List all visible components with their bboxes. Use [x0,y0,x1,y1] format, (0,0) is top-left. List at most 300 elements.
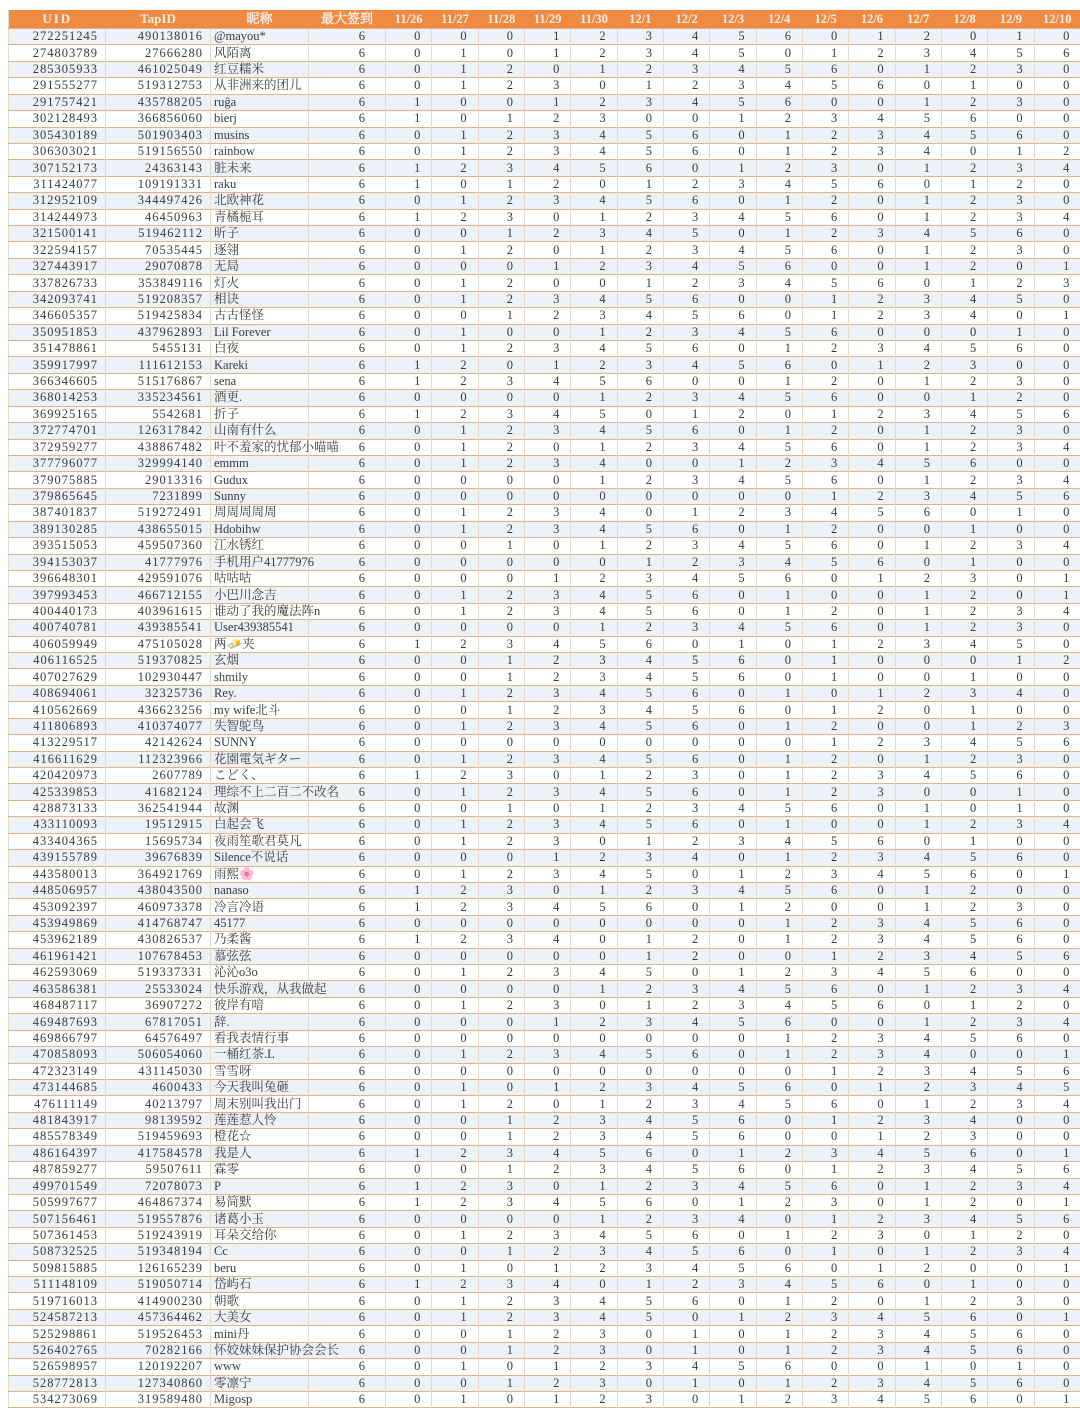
day-value-cell: 2 [802,226,848,242]
nickname-cell: Rey. [211,685,309,701]
day-value-cell: 2 [663,78,709,94]
day-value-cell: 0 [1034,685,1080,701]
uid-cell: 314244973 [9,209,106,225]
day-value-cell: 0 [1034,521,1080,537]
day-value-cell: 5 [895,1309,941,1325]
tapid-cell: 457364462 [106,1309,211,1325]
nickname-cell: 山南有什么 [211,423,309,439]
max-signin-cell: 6 [309,455,386,471]
day-value-cell: 2 [432,357,478,373]
day-value-cell: 0 [988,1277,1034,1293]
day-value-cell: 0 [988,1260,1034,1276]
day-value-cell: 2 [849,948,895,964]
uid-cell: 389130285 [9,521,106,537]
day-value-cell: 3 [895,636,941,652]
day-value-cell: 1 [710,455,756,471]
day-value-cell: 0 [988,1112,1034,1128]
day-value-cell: 6 [756,258,802,274]
uid-cell: 453092397 [9,899,106,915]
day-value-cell: 0 [1034,1375,1080,1391]
day-value-cell: 1 [895,61,941,77]
day-value-cell: 3 [524,455,570,471]
tapid-cell: 436623256 [106,702,211,718]
day-value-cell: 5 [710,1080,756,1096]
day-value-cell: 0 [524,800,570,816]
day-value-cell: 2 [802,850,848,866]
day-value-cell: 4 [663,1260,709,1276]
tapid-cell: 515176867 [106,373,211,389]
uid-cell: 327443917 [9,258,106,274]
max-signin-cell: 6 [309,521,386,537]
day-value-cell: 3 [524,1309,570,1325]
day-value-cell: 2 [571,357,617,373]
day-value-cell: 2 [988,718,1034,734]
day-value-cell: 1 [756,1227,802,1243]
day-value-cell: 0 [1034,357,1080,373]
day-value-cell: 6 [756,1014,802,1030]
day-value-cell: 1 [941,669,987,685]
day-value-cell: 5 [663,669,709,685]
tapid-cell: 41682124 [106,784,211,800]
day-value-cell: 3 [478,636,524,652]
uid-cell: 433110093 [9,817,106,833]
day-value-cell: 3 [571,1162,617,1178]
day-value-cell: 0 [478,357,524,373]
day-value-cell: 0 [432,1129,478,1145]
nickname-cell: 从非洲来的团儿 [211,78,309,94]
day-value-cell: 2 [571,850,617,866]
max-signin-cell: 6 [309,653,386,669]
table-row [9,226,1080,242]
day-value-cell: 0 [802,29,848,45]
day-value-cell: 2 [432,636,478,652]
day-value-cell: 3 [941,357,987,373]
nickname-cell: 两🧈夹 [211,636,309,652]
day-value-cell: 6 [710,1244,756,1260]
day-value-cell: 6 [710,669,756,685]
day-value-cell: 2 [802,915,848,931]
day-value-cell: 6 [849,176,895,192]
day-value-cell: 5 [988,636,1034,652]
uid-cell: 468487117 [9,997,106,1013]
table-row [9,291,1080,307]
day-value-cell: 0 [988,1129,1034,1145]
uid-cell: 528772813 [9,1375,106,1391]
day-value-cell: 3 [895,735,941,751]
day-value-cell: 6 [663,521,709,537]
day-value-cell: 1 [756,718,802,734]
day-value-cell: 0 [849,1178,895,1194]
day-value-cell: 5 [571,1194,617,1210]
table-row [9,1326,1080,1342]
day-value-cell: 2 [478,997,524,1013]
day-value-cell: 6 [988,226,1034,242]
day-value-cell: 2 [617,1211,663,1227]
tapid-cell: 431145030 [106,1063,211,1079]
day-value-cell: 0 [988,570,1034,586]
max-signin-cell: 6 [309,1342,386,1358]
day-value-cell: 4 [524,899,570,915]
nickname-cell: www [211,1359,309,1375]
day-value-cell: 2 [802,373,848,389]
day-value-cell: 0 [524,1063,570,1079]
day-value-cell: 1 [432,61,478,77]
max-signin-cell: 6 [309,1309,386,1325]
table-row [9,45,1080,61]
day-value-cell: 1 [571,800,617,816]
day-value-cell: 0 [849,423,895,439]
day-value-cell: 5 [756,620,802,636]
day-value-cell: 0 [710,226,756,242]
day-value-cell: 5 [663,1112,709,1128]
day-value-cell: 1 [478,800,524,816]
day-value-cell: 0 [663,1194,709,1210]
uid-cell: 472323149 [9,1063,106,1079]
nickname-cell: rainbow [211,143,309,159]
table-row [9,127,1080,143]
nickname-cell: mini丹 [211,1326,309,1342]
day-value-cell: 5 [663,653,709,669]
day-value-cell: 4 [617,1162,663,1178]
day-value-cell: 4 [571,291,617,307]
day-value-cell: 0 [478,1392,524,1408]
nickname-cell: 故渊 [211,800,309,816]
nickname-cell: 风陌离 [211,45,309,61]
day-value-cell: 6 [941,455,987,471]
day-value-cell: 0 [710,1293,756,1309]
day-value-cell: 4 [524,636,570,652]
day-value-cell: 3 [571,669,617,685]
day-value-cell: 1 [386,882,432,898]
day-value-cell: 1 [432,521,478,537]
day-value-cell: 2 [571,1260,617,1276]
day-value-cell: 0 [710,1047,756,1063]
day-value-cell: 0 [1034,29,1080,45]
day-value-cell: 0 [432,1375,478,1391]
day-value-cell: 0 [1034,751,1080,767]
day-value-cell: 1 [710,160,756,176]
day-value-cell: 4 [941,488,987,504]
day-value-cell: 0 [432,570,478,586]
day-value-cell: 2 [802,341,848,357]
day-value-cell: 1 [849,1080,895,1096]
day-value-cell: 4 [1034,538,1080,554]
day-value-cell: 3 [988,1014,1034,1030]
header-date: 11/27 [432,10,478,29]
day-value-cell: 6 [988,1030,1034,1046]
table-row [9,488,1080,504]
tapid-cell: 506054060 [106,1047,211,1063]
day-value-cell: 0 [710,1227,756,1243]
day-value-cell: 1 [895,209,941,225]
day-value-cell: 6 [895,505,941,521]
day-value-cell: 1 [1034,1260,1080,1276]
day-value-cell: 0 [756,653,802,669]
day-value-cell: 5 [941,767,987,783]
day-value-cell: 2 [941,1194,987,1210]
tapid-cell: 32325736 [106,685,211,701]
day-value-cell: 4 [617,1112,663,1128]
day-value-cell: 4 [895,915,941,931]
day-value-cell: 0 [432,390,478,406]
day-value-cell: 3 [571,1112,617,1128]
day-value-cell: 0 [386,948,432,964]
day-value-cell: 2 [756,1194,802,1210]
day-value-cell: 0 [895,997,941,1013]
day-value-cell: 2 [617,439,663,455]
day-value-cell: 0 [386,521,432,537]
day-value-cell: 1 [432,603,478,619]
day-value-cell: 1 [432,1080,478,1096]
day-value-cell: 2 [710,505,756,521]
uid-cell: 394153037 [9,554,106,570]
day-value-cell: 4 [895,1326,941,1342]
day-value-cell: 1 [710,866,756,882]
day-value-cell: 0 [988,308,1034,324]
max-signin-cell: 6 [309,538,386,554]
day-value-cell: 1 [1034,1392,1080,1408]
day-value-cell: 1 [524,1260,570,1276]
day-value-cell: 2 [849,488,895,504]
day-value-cell: 2 [524,1342,570,1358]
tapid-cell: 362541944 [106,800,211,816]
day-value-cell: 3 [988,817,1034,833]
day-value-cell: 0 [432,94,478,110]
day-value-cell: 3 [524,603,570,619]
day-value-cell: 6 [1034,406,1080,422]
day-value-cell: 0 [663,1030,709,1046]
day-value-cell: 4 [1034,981,1080,997]
day-value-cell: 2 [571,570,617,586]
day-value-cell: 4 [849,965,895,981]
table-row [9,767,1080,783]
max-signin-cell: 6 [309,29,386,45]
day-value-cell: 2 [617,61,663,77]
tapid-cell: 353849116 [106,275,211,291]
table-row [9,587,1080,603]
day-value-cell: 0 [432,1326,478,1342]
tapid-cell: 126317842 [106,423,211,439]
day-value-cell: 3 [710,275,756,291]
uid-cell: 519716013 [9,1293,106,1309]
day-value-cell: 6 [617,899,663,915]
day-value-cell: 1 [524,1080,570,1096]
day-value-cell: 3 [802,1194,848,1210]
day-value-cell: 2 [988,390,1034,406]
nickname-cell: Gudux [211,472,309,488]
day-value-cell: 3 [802,1309,848,1325]
day-value-cell: 6 [617,373,663,389]
day-value-cell: 5 [988,948,1034,964]
table-row [9,685,1080,701]
tapid-cell: 64576497 [106,1030,211,1046]
day-value-cell: 1 [756,1342,802,1358]
day-value-cell: 3 [524,423,570,439]
day-value-cell: 1 [895,899,941,915]
day-value-cell: 6 [663,751,709,767]
day-value-cell: 2 [478,275,524,291]
day-value-cell: 0 [802,1014,848,1030]
day-value-cell: 1 [895,1178,941,1194]
day-value-cell: 2 [432,899,478,915]
nickname-cell: Hdobihw [211,521,309,537]
uid-cell: 366346605 [9,373,106,389]
tapid-cell: 42142624 [106,735,211,751]
day-value-cell: 0 [849,193,895,209]
day-value-cell: 1 [432,1392,478,1408]
uid-cell: 291555277 [9,78,106,94]
max-signin-cell: 6 [309,1227,386,1243]
uid-cell: 526402765 [9,1342,106,1358]
tapid-cell: 438655015 [106,521,211,537]
nickname-cell: raku [211,176,309,192]
day-value-cell: 1 [432,1260,478,1276]
tapid-cell: 2607789 [106,767,211,783]
max-signin-cell: 6 [309,209,386,225]
day-value-cell: 0 [988,833,1034,849]
day-value-cell: 0 [895,702,941,718]
day-value-cell: 0 [663,965,709,981]
max-signin-cell: 6 [309,1211,386,1227]
tapid-cell: 519459693 [106,1129,211,1145]
day-value-cell: 2 [802,1030,848,1046]
day-value-cell: 0 [710,373,756,389]
table-row [9,636,1080,652]
day-value-cell: 1 [756,817,802,833]
day-value-cell: 0 [386,866,432,882]
tapid-cell: 39676839 [106,850,211,866]
day-value-cell: 1 [617,932,663,948]
day-value-cell: 0 [432,1014,478,1030]
day-value-cell: 4 [663,1080,709,1096]
tapid-cell: 519243919 [106,1227,211,1243]
day-value-cell: 3 [988,981,1034,997]
day-value-cell: 2 [941,603,987,619]
day-value-cell: 0 [941,653,987,669]
day-value-cell: 2 [802,1342,848,1358]
day-value-cell: 3 [524,751,570,767]
day-value-cell: 3 [988,899,1034,915]
tapid-cell: 46450963 [106,209,211,225]
tapid-cell: 19512915 [106,817,211,833]
uid-cell: 433404365 [9,833,106,849]
day-value-cell: 0 [663,111,709,127]
day-value-cell: 0 [386,1244,432,1260]
day-value-cell: 0 [756,636,802,652]
day-value-cell: 2 [941,1178,987,1194]
nickname-cell: 耳朵交给你 [211,1227,309,1243]
day-value-cell: 1 [432,1309,478,1325]
day-value-cell: 1 [571,767,617,783]
day-value-cell: 0 [386,308,432,324]
day-value-cell: 3 [663,882,709,898]
day-value-cell: 0 [756,669,802,685]
table-row [9,1227,1080,1243]
day-value-cell: 4 [895,850,941,866]
day-value-cell: 5 [710,570,756,586]
day-value-cell: 1 [432,1293,478,1309]
day-value-cell: 6 [710,702,756,718]
day-value-cell: 4 [710,61,756,77]
table-row [9,915,1080,931]
uid-cell: 274803789 [9,45,106,61]
day-value-cell: 3 [478,882,524,898]
max-signin-cell: 6 [309,127,386,143]
day-value-cell: 6 [941,1392,987,1408]
header-date: 11/28 [478,10,524,29]
day-value-cell: 0 [571,78,617,94]
day-value-cell: 0 [941,1260,987,1276]
nickname-cell: 玄烟 [211,653,309,669]
day-value-cell: 3 [524,193,570,209]
tapid-cell: 329994140 [106,455,211,471]
day-value-cell: 6 [802,209,848,225]
nickname-cell: 周周周周周 [211,505,309,521]
day-value-cell: 2 [849,1162,895,1178]
day-value-cell: 1 [432,1047,478,1063]
day-value-cell: 1 [988,324,1034,340]
day-value-cell: 5 [617,817,663,833]
nickname-cell: sena [211,373,309,389]
header-date: 11/30 [571,10,617,29]
day-value-cell: 1 [849,685,895,701]
day-value-cell: 3 [663,61,709,77]
day-value-cell: 0 [386,1342,432,1358]
day-value-cell: 3 [941,570,987,586]
day-value-cell: 1 [756,1293,802,1309]
day-value-cell: 0 [756,308,802,324]
nickname-cell: shmily [211,669,309,685]
day-value-cell: 2 [941,94,987,110]
day-value-cell: 0 [524,1211,570,1227]
day-value-cell: 5 [617,341,663,357]
day-value-cell: 0 [524,981,570,997]
max-signin-cell: 6 [309,1260,386,1276]
day-value-cell: 0 [802,685,848,701]
day-value-cell: 0 [386,751,432,767]
nickname-cell: Migosp [211,1392,309,1408]
day-value-cell: 0 [524,882,570,898]
day-value-cell: 3 [988,193,1034,209]
max-signin-cell: 6 [309,948,386,964]
day-value-cell: 1 [386,373,432,389]
day-value-cell: 0 [895,390,941,406]
day-value-cell: 1 [617,554,663,570]
day-value-cell: 4 [571,455,617,471]
day-value-cell: 0 [386,423,432,439]
day-value-cell: 6 [663,1293,709,1309]
day-value-cell: 4 [524,932,570,948]
day-value-cell: 0 [802,1129,848,1145]
table-row [9,160,1080,176]
day-value-cell: 0 [478,1030,524,1046]
day-value-cell: 1 [849,1260,895,1276]
nickname-cell: 莲莲惹人怜 [211,1112,309,1128]
day-value-cell: 0 [617,1063,663,1079]
day-value-cell: 2 [941,242,987,258]
table-row [9,209,1080,225]
nickname-cell: 叶不羞家的忧郁小喵喵 [211,439,309,455]
day-value-cell: 1 [478,1375,524,1391]
day-value-cell: 3 [895,45,941,61]
day-value-cell: 2 [802,1293,848,1309]
day-value-cell: 0 [524,472,570,488]
day-value-cell: 1 [941,275,987,291]
day-value-cell: 0 [1034,1359,1080,1375]
day-value-cell: 4 [617,702,663,718]
table-row [9,882,1080,898]
day-value-cell: 3 [663,538,709,554]
